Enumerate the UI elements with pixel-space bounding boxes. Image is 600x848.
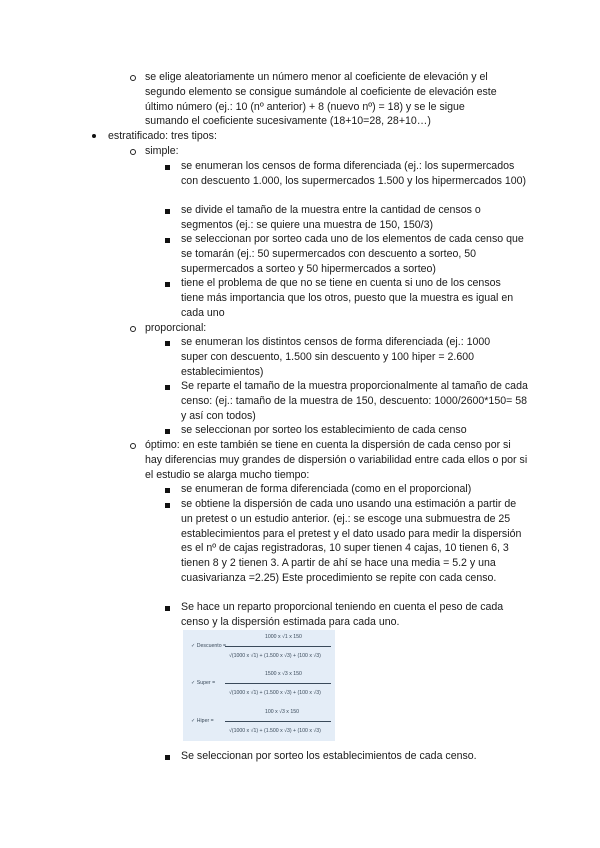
square-bullet-icon xyxy=(165,165,170,170)
circle-bullet-icon xyxy=(130,443,136,449)
formula-2-label: ✓ Super = xyxy=(191,680,216,686)
list-item-estratificado: estratificado: tres tipos: xyxy=(108,130,217,142)
formula-1-numerator: 1000 x √1 x 150 xyxy=(265,634,302,640)
list-item-proporcional: proporcional: xyxy=(145,322,207,334)
square-bullet-icon xyxy=(165,429,170,434)
list-item-simple-4: tiene el problema de que no se tiene en cuenta si uno de los censos tiene más importancia que los otros, puesto que la muestra es igual en cada uno xyxy=(181,277,514,319)
list-item-proporcional-2: Se reparte el tamaño de la muestra proporcionalmente al tamaño de cada censo: (ej.: tamaño de la muestra de 150, descuento: 1000/2600*150= 58 y así con todos) xyxy=(181,380,528,422)
square-bullet-icon xyxy=(165,503,170,508)
square-bullet-icon xyxy=(165,238,170,243)
square-bullet-icon xyxy=(165,282,170,287)
list-item-simple-2: se divide el tamaño de la muestra entre la cantidad de censos o segmentos (ej.: se quiere una muestra de 150, 150/3) xyxy=(181,204,481,231)
square-bullet-icon xyxy=(165,488,170,493)
formula-3-label: ✓ Hiper = xyxy=(191,718,214,724)
list-item-optimo-3: Se hace un reparto proporcional teniendo en cuenta el peso de cada censo y la dispersión estimada para cada uno. xyxy=(181,601,504,628)
list-item-proporcional-1: se enumeran los distintos censos de forma diferenciada (ej.: 1000 super con descuento, 1.500 sin descuento y 100 hiper = 2.600 establecimientos) xyxy=(181,336,491,378)
list-item-simple-3: se seleccionan por sorteo cada uno de los elementos de cada censo que se tomarán (ej.: 50 supermercados con descuento a sorteo, 50 supermercados a sorteo y 50 hipermercados a sorteo) xyxy=(181,233,524,275)
list-item-simple: simple: xyxy=(145,145,179,157)
list-item-optimo-2: se obtiene la dispersión de cada uno usando una estimación a partir de un pretest o un estudio anterior. (ej.: se escoge una submuestra de 25 establecimientos para el pretest y el dato usado para medir la dispersión es el nº de cajas registradoras, 10 super tienen 4 cajas, 10 tienen 6, 3 tienen 8 y 2 tienen 3. A partir de ahí se hace una media = 5.2 y una cuasivarianza =2.25) Este procedimiento se repite con cada censo. xyxy=(181,498,522,584)
list-item-simple-1: se enumeran los censos de forma diferenciada (ej.: los supermercados con descuento 1.000, los supermercados 1.500 y los hipermercados 100) xyxy=(181,160,527,187)
fraction-bar xyxy=(225,646,331,647)
square-bullet-icon xyxy=(165,341,170,346)
circle-bullet-icon xyxy=(130,75,136,81)
formula-2-denominator: √(1000 x √1) + (1.500 x √3) + (100 x √3) xyxy=(229,690,321,696)
fraction-bar xyxy=(225,721,331,722)
list-item-optimo-4: Se seleccionan por sorteo los establecimientos de cada censo. xyxy=(181,750,477,762)
square-bullet-icon xyxy=(165,606,170,611)
formula-1-label: ✓ Descuento = xyxy=(191,643,227,649)
list-item-optimo: óptimo: en este también se tiene en cuenta la dispersión de cada censo por si hay diferencias muy grandes de dispersión o variabilidad entre cada ellos o por si el estudio se alarga mucho tiempo: xyxy=(145,439,528,481)
circle-bullet-icon xyxy=(130,149,136,155)
list-item-sistematico: se elige aleatoriamente un número menor al coeficiente de elevación y el segundo elemento se consigue sumándole al coeficiente de elevación este último número (ej.: 10 (nº anterior) + 8 (nuevo nº) = 18) y se le sigue sumando el coeficiente sucesivamente (18+10=28, 28+10…) xyxy=(145,71,497,128)
formula-1-denominator: √(1000 x √1) + (1.500 x √3) + (100 x √3) xyxy=(229,653,321,659)
disc-bullet-icon xyxy=(92,134,96,138)
formula-3-denominator: √(1000 x √1) + (1.500 x √3) + (100 x √3) xyxy=(229,728,321,734)
list-item-proporcional-3: se seleccionan por sorteo los establecimiento de cada censo xyxy=(181,424,467,436)
square-bullet-icon xyxy=(165,385,170,390)
formula-2-numerator: 1500 x √3 x 150 xyxy=(265,671,302,677)
square-bullet-icon xyxy=(165,755,170,760)
list-item-optimo-1: se enumeran de forma diferenciada (como en el proporcional) xyxy=(181,483,472,495)
formula-image xyxy=(183,630,335,741)
formula-3-numerator: 100 x √3 x 150 xyxy=(265,709,299,715)
circle-bullet-icon xyxy=(130,326,136,332)
fraction-bar xyxy=(225,683,331,684)
square-bullet-icon xyxy=(165,209,170,214)
